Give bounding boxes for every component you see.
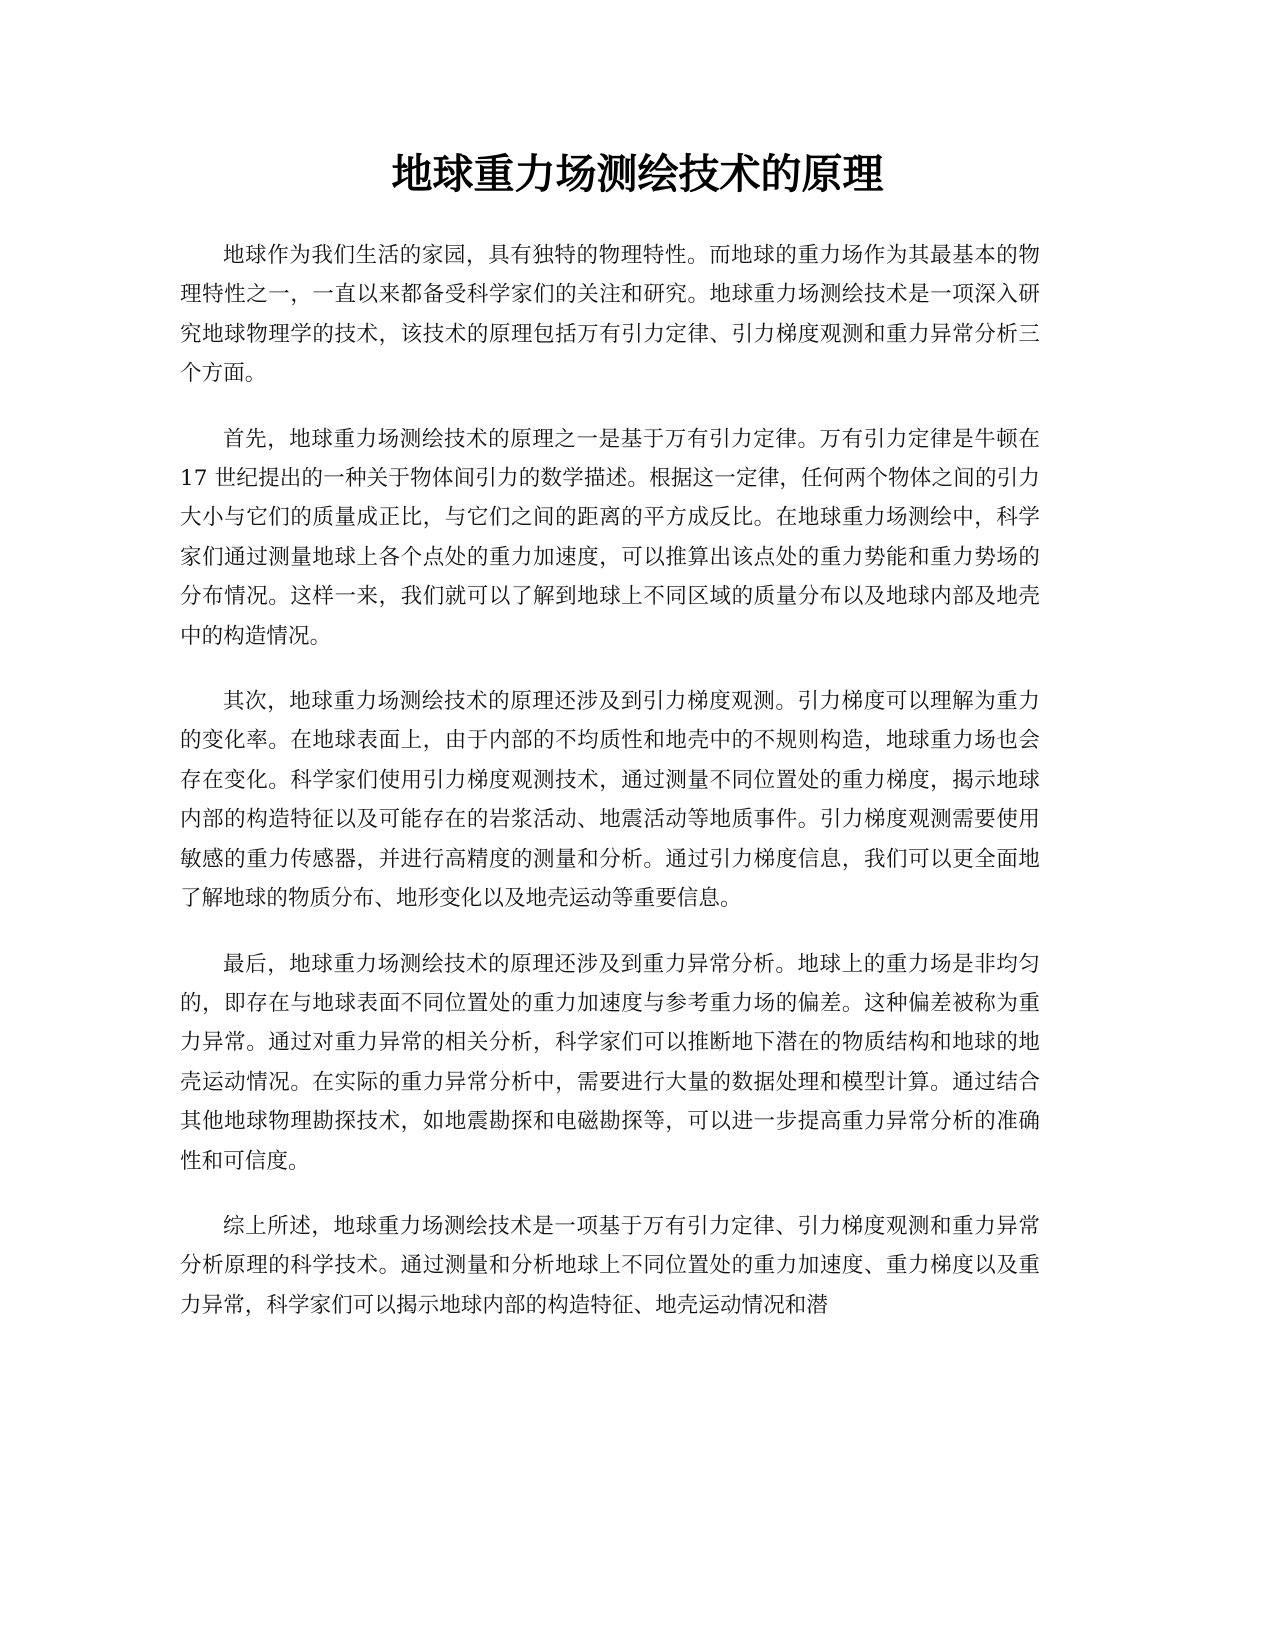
- paragraph-intro: 地球作为我们生活的家园，具有独特的物理特性。而地球的重力场作为其最基本的物理特性之一，一直以来都备受科学家们的关注和研究。地球重力场测绘技术是一项深入研究地球物理学的技术，该技术的原理包括万有引力定律、引力梯度观测和重力异常分析三个方面。: [180, 243, 1040, 387]
- paragraph-summary: 综上所述，地球重力场测绘技术是一项基于万有引力定律、引力梯度观测和重力异常分析原理的科学技术。通过测量和分析地球上不同位置处的重力加速度、重力梯度以及重力异常，科学家们可以揭示地球内部的构造特征、地壳运动情况和潜: [180, 1213, 1040, 1318]
- document-title: 地球重力场测绘技术的原理: [391, 150, 884, 198]
- document-body: [180, 236, 1040, 1351]
- paragraph-universal-gravitation: 首先，地球重力场测绘技术的原理之一是基于万有引力定律。万有引力定律是牛顿在 17 世纪提出的一种关于物体间引力的数学描述。根据这一定律，任何两个物体之间的引力大小与它们的质量成正比，与它们之间的距离的平方成反比。在地球重力场测绘中，科学家们通过测量地球上各个点处的重力加速度，可以推算出该点处的重力势能和重力势场的分布情况。这样一来，我们就可以了解到地球上不同区域的质量分布以及地球内部及地壳中的构造情况。: [180, 426, 1040, 649]
- paragraph-gravity-gradient: 其次，地球重力场测绘技术的原理还涉及到引力梯度观测。引力梯度可以理解为重力的变化率。在地球表面上，由于内部的不均质性和地壳中的不规则构造，地球重力场也会存在变化。科学家们使用引力梯度观测技术，通过测量不同位置处的重力梯度，揭示地球内部的构造特征以及可能存在的岩浆活动、地震活动等地质事件。引力梯度观测需要使用敏感的重力传感器，并进行高精度的测量和分析。通过引力梯度信息，我们可以更全面地了解地球的物质分布、地形变化以及地壳运动等重要信息。: [180, 689, 1040, 912]
- paragraph-gravity-anomaly: 最后，地球重力场测绘技术的原理还涉及到重力异常分析。地球上的重力场是非均匀的，即存在与地球表面不同位置处的重力加速度与参考重力场的偏差。这种偏差被称为重力异常。通过对重力异常的相关分析，科学家们可以推断地下潜在的物质结构和地球的地壳运动情况。在实际的重力异常分析中，需要进行大量的数据处理和模型计算。通过结合其他地球物理勘探技术，如地震勘探和电磁勘探等，可以进一步提高重力异常分析的准确性和可信度。: [180, 951, 1040, 1174]
